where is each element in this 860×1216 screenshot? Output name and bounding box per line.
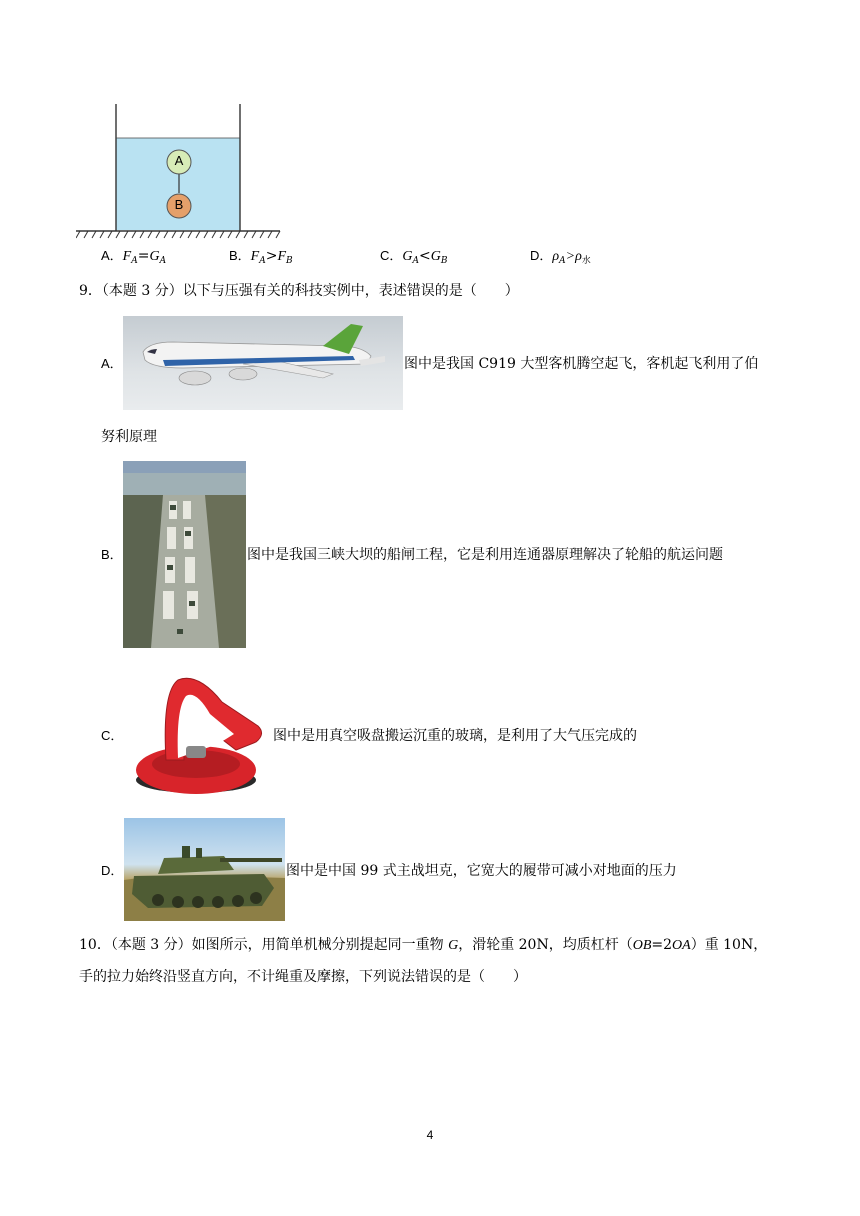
q8-option-c[interactable]: C．$G_A<G_B$ [380, 248, 448, 266]
q9-option-d-text: 图中是中国 99 式主战坦克，它宽大的履带可减小对地面的压力 [286, 863, 677, 879]
container-diagram [76, 100, 286, 242]
q9-option-a-label[interactable]: A． [101, 356, 123, 371]
page-number: 4 [426, 1128, 434, 1142]
q9-option-a-text-line2: 努利原理 [101, 429, 157, 445]
q10-stem-line1: 10．（本题 3 分）如图所示，用简单机械分别提起同一重物 G，滑轮重 20N，均质杠杆（OB=2OA）重 10N， [79, 937, 768, 953]
ball-b-label: B [174, 197, 184, 212]
q10-stem-line2: 手的拉力始终沿竖直方向，不计绳重及摩擦，下列说法错误的是（ ） [79, 969, 527, 985]
vacuum-suction-cup-image [126, 672, 272, 802]
q9-option-b-label[interactable]: B． [101, 547, 123, 562]
q8-option-a[interactable]: A．$F_A=G_A$ [101, 248, 167, 266]
q9-option-d-label[interactable]: D． [101, 863, 124, 878]
three-gorges-shiplock-image [123, 461, 246, 648]
ball-a-label: A [174, 153, 184, 168]
q9-stem: 9．（本题 3 分）以下与压强有关的科技实例中，表述错误的是（ ） [79, 283, 519, 299]
option-label: A． [101, 248, 123, 263]
ground-hatching [76, 231, 280, 238]
option-label: C． [380, 248, 403, 263]
q8-figure [76, 100, 286, 242]
q9-option-c-text: 图中是用真空吸盘搬运沉重的玻璃，是利用了大气压完成的 [273, 728, 637, 744]
q9-option-b-text: 图中是我国三峡大坝的船闸工程，它是利用连通器原理解决了轮船的航运问题 [247, 547, 723, 563]
q9-option-a-text-line1: 图中是我国 C919 大型客机腾空起飞，客机起飞利用了伯 [404, 356, 759, 372]
q9-option-c-label[interactable]: C． [101, 728, 124, 743]
option-label: B． [229, 248, 251, 263]
type-99-tank-image [124, 818, 285, 921]
c919-airplane-image [123, 316, 403, 410]
q8-option-b[interactable]: B．$F_A>F_B$ [229, 248, 293, 266]
q8-option-d[interactable]: D．$\rho_A>\rho_水$ [530, 248, 591, 266]
option-label: D． [530, 248, 553, 263]
